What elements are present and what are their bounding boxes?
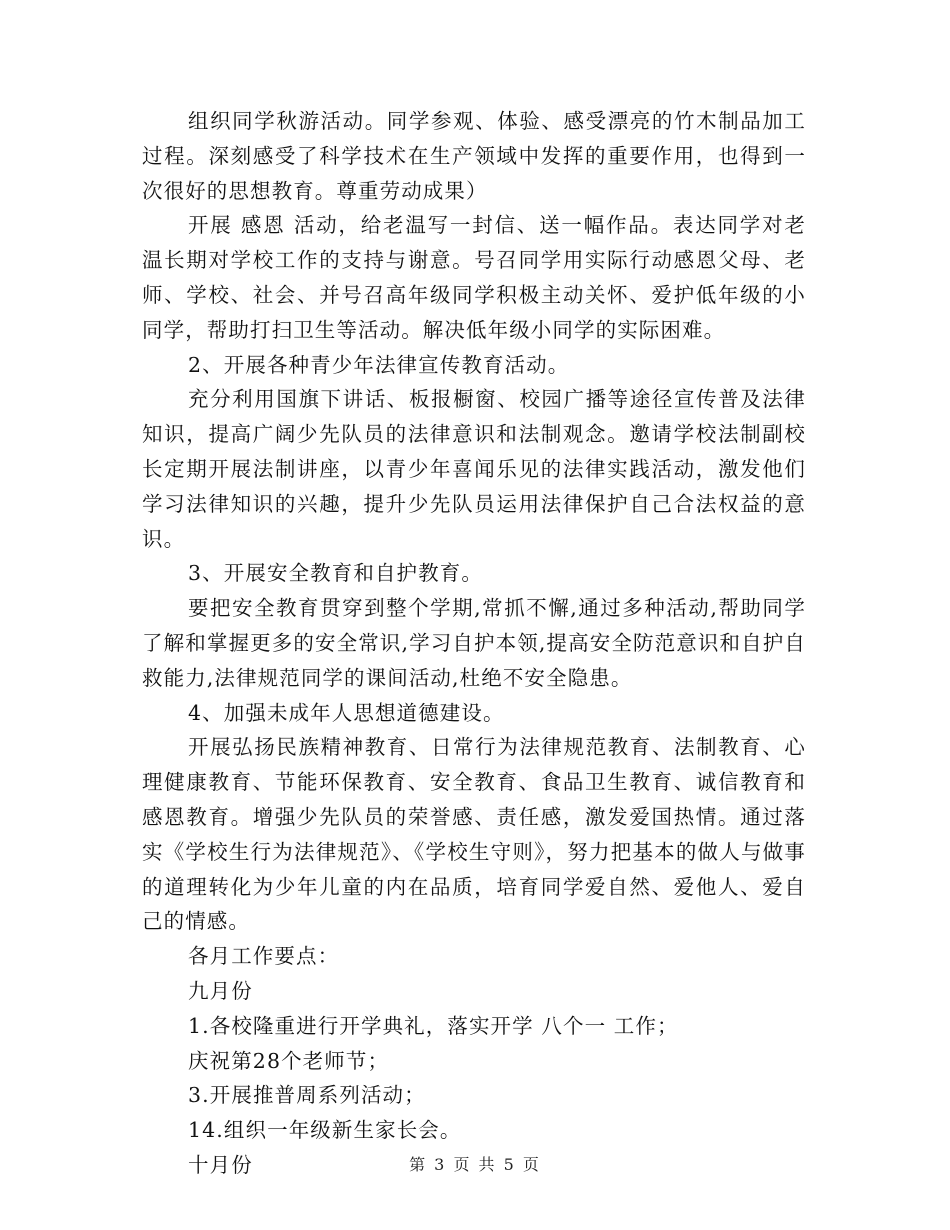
list-line: 各月工作要点： xyxy=(188,944,340,969)
paragraph: 组织同学秋游活动。同学参观、体验、感受漂亮的竹木制品加工过程。深刻感受了科学技术在生产领域中发挥的重要作用，也得到一次很好的思想教育。尊重劳动成果） xyxy=(142,109,806,203)
list-line: 1.各校隆重进行开学典礼，落实开学 八个一 工作； xyxy=(188,1013,679,1038)
paragraph: 充分利用国旗下讲话、板报橱窗、校园广播等途径宣传普及法律知识，提高广阔少先队员的法律意识和法制观念。邀请学校法制副校长定期开展法制讲座，以青少年喜闻乐见的法律实践活动，激发他们学习法律知识的兴趣，提升少先队员运用法律保护自己合法权益的意识。 xyxy=(142,387,806,551)
paragraph: 2、开展各种青少年法律宣传教育活动。 xyxy=(188,352,570,377)
paragraph: 要把安全教育贯穿到整个学期,常抓不懈,通过多种活动,帮助同学了解和掌握更多的安全常识,学习自护本领,提高安全防范意识和自护自救能力,法律规范同学的课间活动,杜绝不安全隐患。 xyxy=(142,596,806,690)
list-line: 十月份 xyxy=(188,1152,253,1177)
page-footer: 第 3 页 共 5 页 xyxy=(409,1155,541,1174)
paragraph: 开展弘扬民族精神教育、日常行为法律规范教育、法制教育、心理健康教育、节能环保教育、安全教育、食品卫生教育、诚信教育和感恩教育。增强少先队员的荣誉感、责任感，激发爱国热情。通过落实《学校生行为法律规范》、《学校生守则》，努力把基本的做人与做事的道理转化为少年儿童的内在品质，培育同学爱自然、爱他人、爱自己的情感。 xyxy=(142,735,806,934)
list-line: 九月份 xyxy=(188,978,253,1003)
list-line: 庆祝第28个老师节； xyxy=(188,1048,390,1073)
paragraph: 4、加强未成年人思想道德建设。 xyxy=(188,700,505,725)
list-line: 14.组织一年级新生家长会。 xyxy=(188,1118,462,1143)
list-line: 3.开展推普周系列活动； xyxy=(188,1083,426,1108)
document-body xyxy=(142,104,806,1183)
paragraph: 开展 感恩 活动，给老温写一封信、送一幅作品。表达同学对老温长期对学校工作的支持与谢意。号召同学用实际行动感恩父母、老师、学校、社会、并号召高年级同学积极主动关怀、爱护低年级的小同学，帮助打扫卫生等活动。解决低年级小同学的实际困难。 xyxy=(142,213,806,342)
paragraph: 3、开展安全教育和自护教育。 xyxy=(188,561,483,586)
